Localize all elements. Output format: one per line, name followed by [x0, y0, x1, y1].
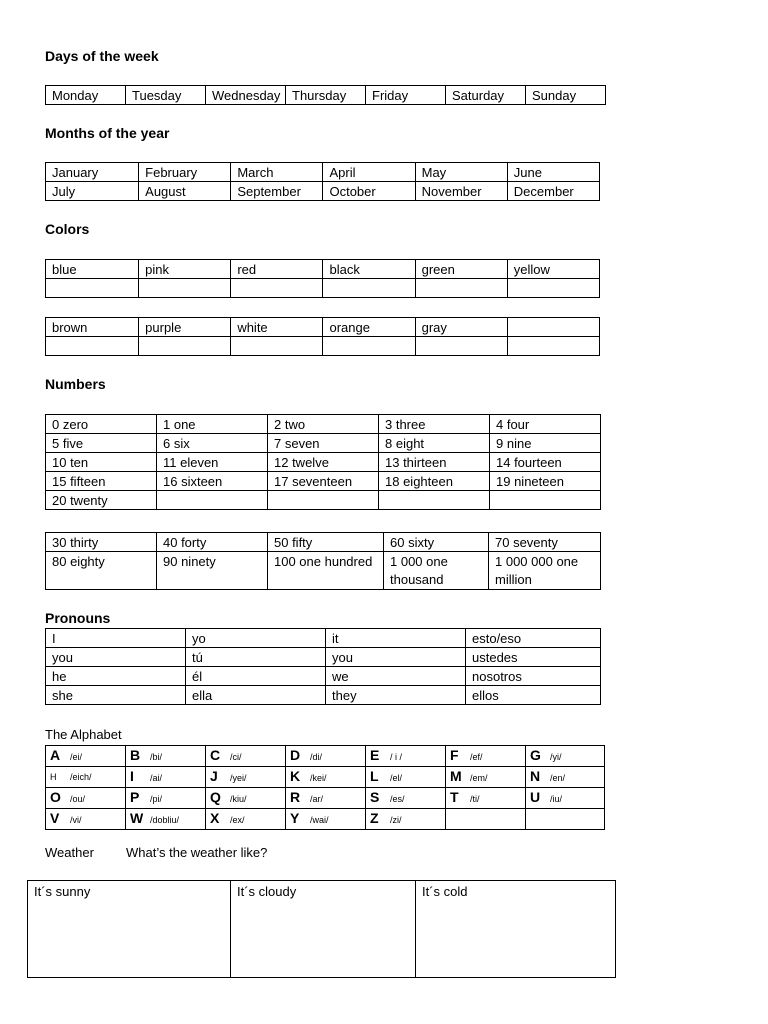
- weather-table: [27, 880, 616, 978]
- letter-cell: [126, 767, 206, 788]
- letter-cell: [206, 746, 286, 767]
- month-cell: September: [231, 182, 323, 201]
- blank-cell: [139, 337, 231, 356]
- color-cell: gray: [415, 318, 507, 337]
- months-heading: Months of the year: [45, 125, 170, 141]
- color-cell: purple: [139, 318, 231, 337]
- number-cell: 60 sixty: [384, 533, 489, 552]
- number-cell: 5 five: [46, 434, 157, 453]
- blank-cell: [46, 279, 139, 298]
- weather-label: Weather: [45, 845, 94, 860]
- colors-table-1: [45, 259, 600, 298]
- letter: L: [370, 768, 379, 784]
- blank-cell: [46, 337, 139, 356]
- letter-cell: [446, 767, 526, 788]
- letter-cell: [526, 767, 605, 788]
- table-row: [46, 533, 601, 552]
- pronunciation: /es/: [390, 794, 405, 804]
- day-cell: Tuesday: [126, 86, 206, 105]
- blank-cell: [507, 337, 599, 356]
- table-row: [46, 552, 601, 590]
- letter: C: [210, 747, 221, 763]
- table-row: [46, 648, 601, 667]
- month-cell: August: [139, 182, 231, 201]
- pronouns-table: [45, 628, 601, 705]
- number-cell: [268, 491, 379, 510]
- table-row: [46, 415, 601, 434]
- month-cell: July: [46, 182, 139, 201]
- day-cell: Wednesday: [206, 86, 286, 105]
- month-cell: December: [507, 182, 599, 201]
- table-row: [46, 182, 600, 201]
- number-cell: 14 fourteen: [490, 453, 601, 472]
- table-row: [46, 788, 605, 809]
- number-cell: 16 sixteen: [157, 472, 268, 491]
- letter: G: [530, 747, 541, 763]
- letter-cell: [286, 767, 366, 788]
- number-cell: 11 eleven: [157, 453, 268, 472]
- color-cell: pink: [139, 260, 231, 279]
- color-cell: [507, 318, 599, 337]
- number-cell: 3 three: [379, 415, 490, 434]
- table-row: [46, 318, 600, 337]
- weather-cell: It´s cloudy: [231, 881, 416, 978]
- color-cell: green: [415, 260, 507, 279]
- letter: M: [450, 768, 462, 784]
- letter: X: [210, 810, 220, 826]
- pronunciation: /ar/: [310, 794, 324, 804]
- table-row: [46, 260, 600, 279]
- letter-cell: [366, 809, 446, 830]
- letter: N: [530, 768, 541, 784]
- letter-cell: [366, 788, 446, 809]
- table-row: [46, 472, 601, 491]
- number-cell: 18 eighteen: [379, 472, 490, 491]
- letter-cell: [206, 788, 286, 809]
- letter-cell: [286, 788, 366, 809]
- blank-cell: [231, 279, 323, 298]
- letter: O: [50, 789, 61, 805]
- table-row: [46, 491, 601, 510]
- number-cell: 10 ten: [46, 453, 157, 472]
- letter-cell: [206, 767, 286, 788]
- pronunciation: /ei/: [70, 752, 83, 762]
- month-cell: November: [415, 182, 507, 201]
- month-cell: April: [323, 163, 415, 182]
- letter: V: [50, 810, 60, 826]
- alphabet-table: [45, 745, 605, 830]
- letter-cell: [126, 788, 206, 809]
- letter: R: [290, 789, 301, 805]
- number-cell: 15 fifteen: [46, 472, 157, 491]
- letter: J: [210, 768, 218, 784]
- pronunciation: /iu/: [550, 794, 563, 804]
- pronunciation: /wai/: [310, 815, 329, 825]
- letter-cell: [446, 746, 526, 767]
- pronoun-cell: yo: [186, 629, 326, 648]
- letter-cell: [126, 809, 206, 830]
- number-cell: 13 thirteen: [379, 453, 490, 472]
- blank-cell: [415, 337, 507, 356]
- table-row: [46, 686, 601, 705]
- pronunciation: /vi/: [70, 815, 82, 825]
- weather-cell: It´s cold: [416, 881, 616, 978]
- letter: P: [130, 789, 140, 805]
- pronoun-cell: I: [46, 629, 186, 648]
- pronunciation: /em/: [470, 773, 488, 783]
- pronoun-cell: tú: [186, 648, 326, 667]
- month-cell: October: [323, 182, 415, 201]
- number-cell: 40 forty: [157, 533, 268, 552]
- pronunciation: /ai/: [150, 773, 163, 783]
- pronoun-cell: esto/eso: [466, 629, 601, 648]
- letter-cell: [126, 746, 206, 767]
- day-cell: Thursday: [286, 86, 366, 105]
- number-cell: 9 nine: [490, 434, 601, 453]
- table-row: [46, 337, 600, 356]
- day-cell: Monday: [46, 86, 126, 105]
- pronunciation: /ti/: [470, 794, 480, 804]
- pronunciation: /dobliu/: [150, 815, 180, 825]
- numbers-table-1: [45, 414, 601, 510]
- months-table: [45, 162, 600, 201]
- number-cell: [379, 491, 490, 510]
- number-cell: 7 seven: [268, 434, 379, 453]
- table-row: [46, 629, 601, 648]
- letter-cell: [46, 788, 126, 809]
- pronoun-cell: nosotros: [466, 667, 601, 686]
- pronoun-cell: she: [46, 686, 186, 705]
- alphabet-heading: The Alphabet: [45, 727, 122, 742]
- letter: S: [370, 789, 380, 805]
- letter: K: [290, 768, 301, 784]
- number-cell: 8 eight: [379, 434, 490, 453]
- pronunciation: /zi/: [390, 815, 402, 825]
- number-cell: 1 000 one thousand: [384, 552, 489, 590]
- letter-cell: [46, 767, 126, 788]
- table-row: [46, 746, 605, 767]
- letter: T: [450, 789, 459, 805]
- weather-question: What’s the weather like?: [126, 845, 268, 860]
- numbers-table-2: [45, 532, 601, 590]
- table-row: [46, 453, 601, 472]
- days-table: [45, 85, 606, 105]
- letter-cell: [286, 809, 366, 830]
- pronouns-heading: Pronouns: [45, 610, 111, 626]
- pronoun-cell: ella: [186, 686, 326, 705]
- number-cell: 1 000 000 one million: [489, 552, 601, 590]
- number-cell: 80 eighty: [46, 552, 157, 590]
- pronunciation: /ou/: [70, 794, 86, 804]
- pronoun-cell: ustedes: [466, 648, 601, 667]
- color-cell: black: [323, 260, 415, 279]
- table-row: [46, 809, 605, 830]
- day-cell: Sunday: [526, 86, 606, 105]
- pronunciation: /pi/: [150, 794, 163, 804]
- days-row: [46, 86, 606, 105]
- pronunciation: /di/: [310, 752, 323, 762]
- color-cell: brown: [46, 318, 139, 337]
- blank-cell: [323, 279, 415, 298]
- pronunciation: / i /: [390, 752, 403, 762]
- number-cell: 1 one: [157, 415, 268, 434]
- table-row: [46, 434, 601, 453]
- letter: B: [130, 747, 141, 763]
- pronoun-cell: you: [326, 648, 466, 667]
- pronunciation: /ef/: [470, 752, 483, 762]
- month-cell: May: [415, 163, 507, 182]
- number-cell: 20 twenty: [46, 491, 157, 510]
- table-row: [46, 163, 600, 182]
- letter: W: [130, 810, 144, 826]
- pronunciation: /en/: [550, 773, 566, 783]
- letter-cell: [526, 809, 605, 830]
- colors-heading: Colors: [45, 221, 90, 237]
- number-cell: 50 fifty: [268, 533, 384, 552]
- letter-cell: [206, 809, 286, 830]
- letter: Z: [370, 810, 379, 826]
- number-cell: 0 zero: [46, 415, 157, 434]
- number-cell: 17 seventeen: [268, 472, 379, 491]
- blank-cell: [507, 279, 599, 298]
- letter-cell: [526, 746, 605, 767]
- month-cell: June: [507, 163, 599, 182]
- letter-cell: [446, 788, 526, 809]
- pronoun-cell: you: [46, 648, 186, 667]
- numbers-heading: Numbers: [45, 376, 106, 392]
- number-cell: [490, 491, 601, 510]
- blank-cell: [415, 279, 507, 298]
- number-cell: [157, 491, 268, 510]
- pronoun-cell: él: [186, 667, 326, 686]
- letter: A: [50, 747, 61, 763]
- letter: U: [530, 789, 541, 805]
- weather-cell: It´s sunny: [28, 881, 231, 978]
- blank-cell: [139, 279, 231, 298]
- pronoun-cell: they: [326, 686, 466, 705]
- month-cell: February: [139, 163, 231, 182]
- blank-cell: [323, 337, 415, 356]
- number-cell: 70 seventy: [489, 533, 601, 552]
- table-row: [46, 667, 601, 686]
- pronunciation: /ci/: [230, 752, 242, 762]
- letter: Y: [290, 810, 300, 826]
- pronunciation: /eich/: [70, 772, 92, 782]
- blank-cell: [231, 337, 323, 356]
- color-cell: yellow: [507, 260, 599, 279]
- letter: Q: [210, 789, 221, 805]
- month-cell: January: [46, 163, 139, 182]
- letter: E: [370, 747, 380, 763]
- color-cell: blue: [46, 260, 139, 279]
- number-cell: 6 six: [157, 434, 268, 453]
- pronunciation: /yei/: [230, 773, 247, 783]
- number-cell: 19 nineteen: [490, 472, 601, 491]
- day-cell: Friday: [366, 86, 446, 105]
- letter: I: [130, 768, 134, 784]
- letter: D: [290, 747, 301, 763]
- table-row: [28, 881, 616, 978]
- letter-cell: [46, 746, 126, 767]
- pronunciation: /el/: [390, 773, 403, 783]
- month-cell: March: [231, 163, 323, 182]
- number-cell: 2 two: [268, 415, 379, 434]
- pronoun-cell: it: [326, 629, 466, 648]
- letter-cell: [526, 788, 605, 809]
- color-cell: white: [231, 318, 323, 337]
- pronunciation: /ex/: [230, 815, 245, 825]
- pronunciation: /bi/: [150, 752, 163, 762]
- letter-cell: [446, 809, 526, 830]
- letter-cell: [366, 767, 446, 788]
- letter-cell: [286, 746, 366, 767]
- letter: H: [50, 772, 57, 782]
- pronunciation: /yi/: [550, 752, 562, 762]
- color-cell: orange: [323, 318, 415, 337]
- days-heading: Days of the week: [45, 48, 159, 64]
- number-cell: 12 twelve: [268, 453, 379, 472]
- letter-cell: [46, 809, 126, 830]
- pronoun-cell: we: [326, 667, 466, 686]
- number-cell: 90 ninety: [157, 552, 268, 590]
- day-cell: Saturday: [446, 86, 526, 105]
- color-cell: red: [231, 260, 323, 279]
- letter-cell: [366, 746, 446, 767]
- pronunciation: /kiu/: [230, 794, 247, 804]
- letter: F: [450, 747, 459, 763]
- pronunciation: /kei/: [310, 773, 327, 783]
- number-cell: 30 thirty: [46, 533, 157, 552]
- number-cell: 4 four: [490, 415, 601, 434]
- colors-table-2: [45, 317, 600, 356]
- pronoun-cell: ellos: [466, 686, 601, 705]
- number-cell: 100 one hundred: [268, 552, 384, 590]
- table-row: [46, 767, 605, 788]
- table-row: [46, 279, 600, 298]
- pronoun-cell: he: [46, 667, 186, 686]
